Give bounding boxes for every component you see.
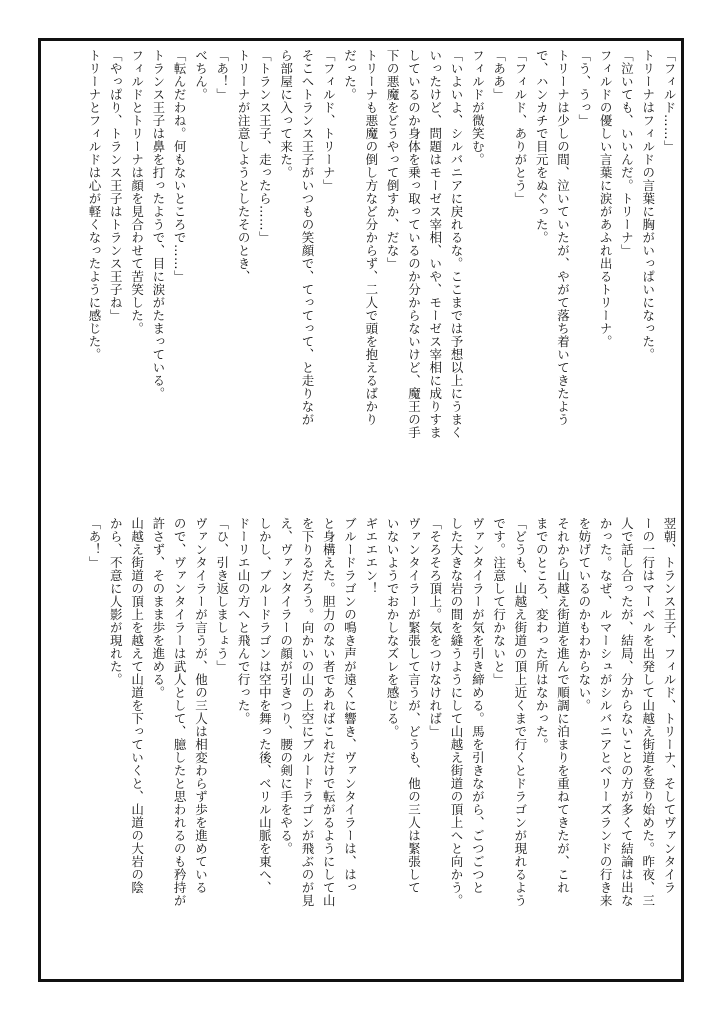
upper-text-line: フィルドとトリーナは顔を見合わせて苦笑した。 [129, 49, 145, 335]
lower-text-line: 「あ！」 [86, 517, 102, 569]
lower-text-line: ヴァンタイラーが気を引き締める。馬を引きながら、ごつごつと [470, 517, 486, 894]
upper-text-line: だった。 [342, 49, 358, 101]
lower-text-line: いないようでおかしなズレを感じる。 [385, 517, 401, 738]
lower-text-line: ーの一行はマーベルを出発して山越え街道を登り始めた。昨夜、三 [640, 517, 656, 907]
lower-text-line: した大きな岩の間を縫うようにして山越え街道の頂上へと向かう。 [449, 517, 465, 907]
lower-text-line: ので、ヴァンタイラーは武人として、臆したと思われるのも矜持が [172, 517, 188, 907]
lower-text-line: を妨げているのかもわからない。 [576, 517, 592, 712]
lower-text-line: 「ひ、引き返しましょう」 [214, 517, 230, 673]
upper-text-line: フィルドが微笑む。 [470, 49, 486, 166]
lower-text-line: を下りるだろう。向かいの山の上空にブルードラゴンが飛ぶのが見 [299, 517, 315, 907]
upper-text-line: 「やっぱり、トランス王子はトランス王子ね」 [108, 49, 124, 322]
upper-text-line: 「トランス王子、走ったら……」 [257, 49, 273, 244]
upper-text-line: 「フィルド、トリーナ」 [321, 49, 337, 192]
lower-text-line: ヴァンタイラーが緊張して言うが、どうも、他の三人は緊張して [406, 517, 422, 894]
lower-text-line: と身構えた。胆力のない者であればこれだけで転がるようにして山 [321, 517, 337, 907]
lower-text-line: 人で話し合ったが、結局、分からないことの方が多くて結論は出な [619, 517, 635, 907]
text-block-upper [40, 49, 680, 499]
upper-text-line: 「泣いても、いいんだ。トリーナ」 [619, 49, 635, 257]
upper-text-line: 「フィルド……」 [662, 49, 677, 153]
upper-text-line: 「う、うっ」 [576, 49, 592, 127]
lower-text-line: え、ヴァンタイラーの顔が引きつり、腰の剣に手をやる。 [278, 517, 294, 855]
lower-text-line: 許さず、そのまま歩を進める。 [150, 517, 166, 699]
upper-text-line: 「ああ」 [491, 49, 507, 101]
upper-text-line: トリーナも悪魔の倒し方など分からず、二人で頭を抱えるばかり [363, 49, 379, 426]
upper-text-line: しているのか身体を乗っ取っているのか分からないけど、魔王の手 [406, 49, 422, 439]
lower-text-line: 「そろそろ頂上。気をつけなければ」 [427, 517, 443, 738]
lower-text-line: ギエエエン！ [363, 517, 379, 595]
lower-text-line: から、不意に人影が現れた。 [108, 517, 124, 686]
upper-text-line: トリーナが注意しようとしたそのとき、 [236, 49, 252, 283]
upper-text-line: 下の悪魔をどうやって倒すか、だな」 [385, 49, 401, 270]
upper-text-line: ら部屋に入って来た。 [278, 49, 294, 179]
lower-text-line: それから山越え街道を進んで順調に泊まりを重ねてきたが、これ [555, 517, 571, 894]
lower-text-line: かった。なぜ、ルマーシュがシルバニアとベリーズランドの行き来 [598, 517, 614, 907]
lower-text-line: ドーリエ山の方へと飛んで行った。 [236, 517, 252, 725]
upper-text-line: 「いよいよ、シルバニアに戻れるな。ここまでは予想以上にうまく [449, 49, 465, 439]
lower-text-line: ブルードラゴンの鳴き声が遠くに響き、ヴァンタイラーは、はっ [342, 517, 358, 894]
upper-text-line: 「転んだわね。何もないところで……」 [172, 49, 188, 283]
lower-text-line: です。注意して行かないと」 [491, 517, 507, 686]
upper-text-line: トリーナとフィルドは心が軽くなったように感じた。 [86, 49, 102, 361]
lower-text-line: しかし、ブルードラゴンは空中を舞った後、ベリル山脈を東へ、 [257, 517, 273, 894]
upper-text-line: トリーナは少しの間、泣いていたが、やがて落ち着いてきたよう [555, 49, 571, 426]
text-block-lower [40, 517, 680, 972]
upper-text-line: フィルドの優しい言葉に涙があふれ出るトリーナ。 [598, 49, 614, 348]
upper-text-line: トランス王子は鼻を打ったようで、目に涙がたまっている。 [150, 49, 166, 400]
upper-text-line: 「フィルド、ありがとう」 [512, 49, 528, 205]
lower-text-line: ヴァンタイラーが言うが、他の三人は相変わらず歩を進めている [193, 517, 209, 894]
upper-text-line: そこへトランス王子がいつもの笑顔で、てってって、と走りなが [299, 49, 315, 426]
upper-text-line: で、ハンカチで目元をぬぐった。 [534, 49, 550, 244]
upper-text-line: いったけど、問題はモーゼス宰相、いや、モーゼス宰相に成りすま [427, 49, 443, 439]
upper-text-line: トリーナはフィルドの言葉に胸がいっぱいになった。 [640, 49, 656, 361]
upper-text-line: 「あ！」 [214, 49, 230, 101]
lower-text-line: 「どうも、山越え街道の頂上近くまで行くとドラゴンが現れるよう [512, 517, 528, 907]
lower-text-line: までのところ、変わった所はなかった。 [534, 517, 550, 751]
upper-text-line: べちん。 [193, 49, 209, 101]
lower-text-line: 翌朝、トランス王子、フィルド、トリーナ、そしてヴァンタイラ [662, 517, 677, 894]
lower-text-line: 山越え街道の頂上を越えて山道を下っていくと、山道の大岩の陰 [129, 517, 145, 894]
